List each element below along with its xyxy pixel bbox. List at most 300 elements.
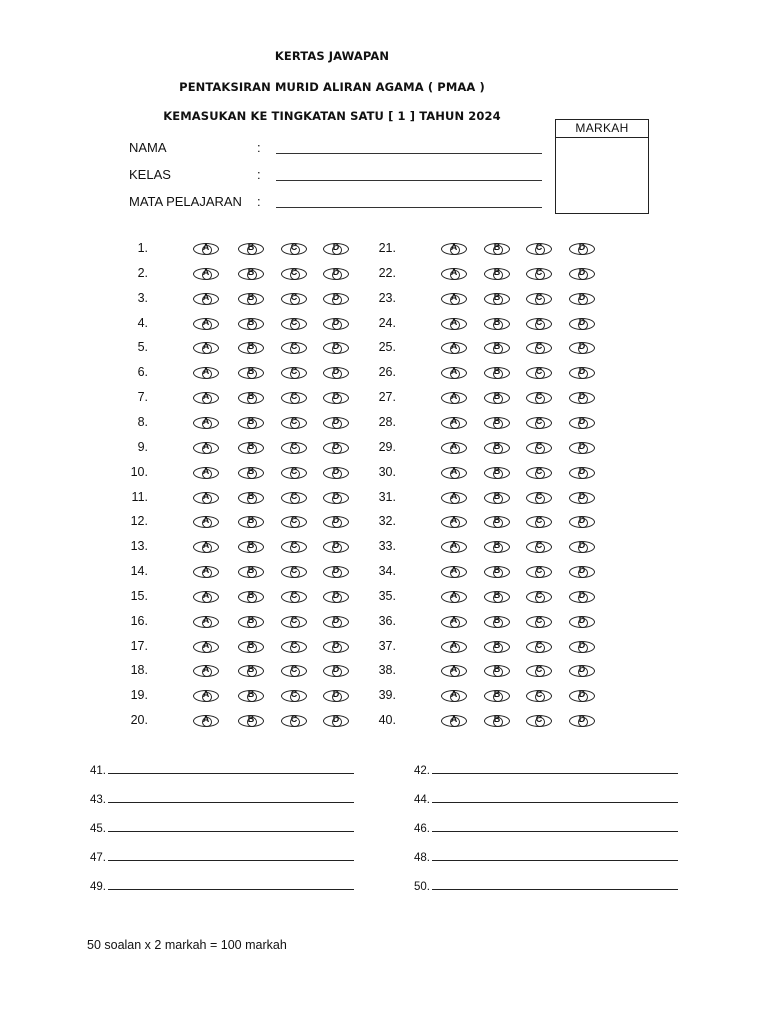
option-bubble-b[interactable]	[484, 665, 510, 677]
short-answer-number: 49.	[90, 881, 106, 893]
option-letter: D	[332, 664, 340, 675]
short-answer-row[interactable]	[414, 879, 678, 893]
option-bubble-b[interactable]	[238, 442, 264, 454]
option-letter: A	[450, 341, 458, 352]
option-bubble-d[interactable]	[323, 367, 349, 379]
option-bubble-c[interactable]	[526, 342, 552, 354]
sheet-subtitle: PENTAKSIRAN MURID ALIRAN AGAMA ( PMAA )	[179, 80, 485, 94]
option-bubble-a[interactable]	[193, 442, 219, 454]
option-letter: D	[578, 689, 586, 700]
option-bubble-d[interactable]	[323, 442, 349, 454]
option-bubble-b[interactable]	[238, 467, 264, 479]
option-bubble-a[interactable]	[441, 442, 467, 454]
question-number: 36.	[378, 613, 396, 628]
option-bubble-a[interactable]	[193, 467, 219, 479]
option-letter: B	[493, 440, 501, 451]
option-bubble-c[interactable]	[526, 591, 552, 603]
option-letter: B	[493, 266, 501, 277]
option-bubble-c[interactable]	[281, 417, 307, 429]
option-letter: B	[493, 664, 501, 675]
option-letter: D	[578, 440, 586, 451]
option-bubble-c[interactable]	[281, 467, 307, 479]
option-letter: C	[535, 714, 543, 725]
option-letter: A	[202, 440, 210, 451]
option-letter: D	[332, 589, 340, 600]
option-bubble-a[interactable]	[441, 516, 467, 528]
option-bubble-b[interactable]	[484, 641, 510, 653]
short-answer-number: 50.	[414, 881, 430, 893]
option-bubble-b[interactable]	[484, 342, 510, 354]
field-line[interactable]	[276, 207, 542, 208]
option-bubble-c[interactable]	[526, 318, 552, 330]
short-answer-row[interactable]	[90, 763, 354, 777]
question-number: 16.	[130, 613, 148, 628]
option-bubble-c[interactable]	[281, 591, 307, 603]
option-letter: B	[493, 639, 501, 650]
option-letter: B	[247, 415, 255, 426]
option-bubble-b[interactable]	[484, 566, 510, 578]
option-bubble-b[interactable]	[238, 293, 264, 305]
option-bubble-b[interactable]	[238, 566, 264, 578]
question-number: 6.	[137, 365, 148, 380]
option-letter: A	[202, 565, 210, 576]
option-bubble-d[interactable]	[569, 591, 595, 603]
option-bubble-b[interactable]	[238, 591, 264, 603]
answer-line[interactable]	[432, 763, 678, 774]
option-letter: A	[202, 291, 210, 302]
option-letter: C	[535, 366, 543, 377]
option-bubble-a[interactable]	[193, 516, 219, 528]
option-bubble-a[interactable]	[193, 541, 219, 553]
option-bubble-d[interactable]	[323, 243, 349, 255]
short-answer-row[interactable]	[90, 821, 354, 835]
option-letter: C	[290, 689, 298, 700]
option-bubble-b[interactable]	[238, 243, 264, 255]
option-letter: A	[450, 664, 458, 675]
option-letter: D	[332, 540, 340, 551]
question-number: 8.	[137, 414, 148, 429]
option-bubble-a[interactable]	[193, 591, 219, 603]
option-letter: A	[202, 366, 210, 377]
option-bubble-a[interactable]	[193, 715, 219, 727]
option-bubble-b[interactable]	[484, 492, 510, 504]
option-bubble-c[interactable]	[526, 243, 552, 255]
answer-line[interactable]	[432, 792, 678, 803]
option-letter: D	[578, 664, 586, 675]
question-number: 30.	[378, 464, 396, 479]
option-bubble-b[interactable]	[484, 442, 510, 454]
option-letter: C	[290, 465, 298, 476]
option-bubble-c[interactable]	[281, 566, 307, 578]
option-bubble-d[interactable]	[569, 467, 595, 479]
question-number: 21.	[378, 241, 396, 255]
option-letter: C	[535, 440, 543, 451]
option-letter: C	[290, 266, 298, 277]
question-number: 7.	[137, 390, 148, 405]
field-line[interactable]	[276, 153, 542, 154]
option-bubble-b[interactable]	[484, 417, 510, 429]
option-bubble-a[interactable]	[193, 243, 219, 255]
option-bubble-c[interactable]	[526, 690, 552, 702]
option-bubble-a[interactable]	[193, 665, 219, 677]
option-bubble-a[interactable]	[441, 541, 467, 553]
option-letter: A	[202, 341, 210, 352]
option-letter: C	[290, 291, 298, 302]
option-bubble-c[interactable]	[281, 268, 307, 280]
option-bubble-c[interactable]	[281, 641, 307, 653]
option-bubble-b[interactable]	[238, 516, 264, 528]
option-bubble-d[interactable]	[323, 268, 349, 280]
short-answer-number: 44.	[414, 794, 430, 806]
option-bubble-a[interactable]	[193, 417, 219, 429]
question-number: 9.	[137, 439, 148, 454]
question-number: 29.	[378, 439, 396, 454]
option-bubble-c[interactable]	[281, 616, 307, 628]
option-bubble-d[interactable]	[569, 268, 595, 280]
short-answer-row[interactable]	[90, 792, 354, 806]
option-bubble-d[interactable]	[569, 541, 595, 553]
option-bubble-d[interactable]	[323, 690, 349, 702]
option-bubble-d[interactable]	[569, 243, 595, 255]
option-bubble-c[interactable]	[281, 715, 307, 727]
sheet-intake-line: KEMASUKAN KE TINGKATAN SATU [ 1 ] TAHUN 2024	[163, 109, 501, 123]
option-bubble-c[interactable]	[526, 367, 552, 379]
option-bubble-d[interactable]	[569, 516, 595, 528]
option-bubble-c[interactable]	[281, 492, 307, 504]
option-bubble-a[interactable]	[441, 492, 467, 504]
option-letter: A	[202, 316, 210, 327]
option-bubble-c[interactable]	[526, 442, 552, 454]
option-bubble-d[interactable]	[323, 665, 349, 677]
option-letter: A	[202, 689, 210, 700]
option-bubble-c[interactable]	[281, 342, 307, 354]
option-bubble-b[interactable]	[484, 318, 510, 330]
short-answer-number: 45.	[90, 823, 106, 835]
option-bubble-d[interactable]	[323, 392, 349, 404]
question-number: 37.	[378, 638, 396, 653]
option-bubble-d[interactable]	[323, 467, 349, 479]
option-letter: B	[247, 366, 255, 377]
option-bubble-b[interactable]	[238, 417, 264, 429]
option-bubble-b[interactable]	[238, 268, 264, 280]
option-bubble-a[interactable]	[193, 690, 219, 702]
option-letter: C	[535, 291, 543, 302]
option-letter: A	[450, 440, 458, 451]
option-bubble-c[interactable]	[526, 492, 552, 504]
option-letter: D	[332, 242, 340, 252]
option-bubble-a[interactable]	[193, 392, 219, 404]
option-letter: D	[578, 391, 586, 402]
option-bubble-c[interactable]	[526, 417, 552, 429]
option-letter: A	[202, 266, 210, 277]
question-number: 2.	[137, 265, 148, 280]
answer-line[interactable]	[432, 879, 678, 890]
option-letter: A	[450, 391, 458, 402]
option-bubble-c[interactable]	[526, 392, 552, 404]
option-letter: D	[332, 465, 340, 476]
option-bubble-d[interactable]	[323, 492, 349, 504]
question-number: 11.	[131, 489, 148, 504]
question-number: 17.	[130, 638, 148, 653]
option-bubble-c[interactable]	[281, 541, 307, 553]
option-bubble-c[interactable]	[526, 715, 552, 727]
option-bubble-d[interactable]	[569, 293, 595, 305]
option-bubble-a[interactable]	[441, 616, 467, 628]
short-answer-number: 42.	[414, 765, 430, 777]
option-bubble-a[interactable]	[441, 392, 467, 404]
option-bubble-a[interactable]	[441, 367, 467, 379]
option-letter: C	[290, 639, 298, 650]
answer-line[interactable]	[108, 879, 354, 890]
option-letter: A	[450, 614, 458, 625]
option-bubble-c[interactable]	[281, 665, 307, 677]
option-bubble-b[interactable]	[484, 516, 510, 528]
option-bubble-c[interactable]	[281, 367, 307, 379]
option-bubble-d[interactable]	[323, 318, 349, 330]
option-letter: B	[493, 540, 501, 551]
option-letter: C	[290, 565, 298, 576]
option-bubble-c[interactable]	[526, 293, 552, 305]
option-bubble-a[interactable]	[193, 367, 219, 379]
option-bubble-c[interactable]	[281, 293, 307, 305]
option-bubble-c[interactable]	[526, 665, 552, 677]
option-bubble-a[interactable]	[441, 342, 467, 354]
option-bubble-b[interactable]	[484, 268, 510, 280]
option-bubble-d[interactable]	[569, 442, 595, 454]
option-bubble-b[interactable]	[238, 392, 264, 404]
option-letter: D	[332, 391, 340, 402]
option-bubble-d[interactable]	[323, 616, 349, 628]
option-bubble-a[interactable]	[193, 293, 219, 305]
option-letter: C	[290, 614, 298, 625]
option-bubble-d[interactable]	[323, 293, 349, 305]
option-bubble-c[interactable]	[281, 318, 307, 330]
option-bubble-a[interactable]	[193, 342, 219, 354]
short-answer-number: 41.	[90, 765, 106, 777]
option-letter: B	[247, 589, 255, 600]
option-bubble-d[interactable]	[323, 566, 349, 578]
option-letter: A	[202, 515, 210, 526]
option-letter: C	[535, 639, 543, 650]
option-letter: B	[493, 515, 501, 526]
option-bubble-b[interactable]	[484, 367, 510, 379]
option-letter: D	[332, 565, 340, 576]
question-number: 25.	[378, 340, 396, 355]
option-bubble-a[interactable]	[441, 467, 467, 479]
option-letter: B	[493, 341, 501, 352]
option-bubble-b[interactable]	[238, 318, 264, 330]
option-bubble-c[interactable]	[526, 467, 552, 479]
question-number: 12.	[130, 514, 148, 529]
option-bubble-a[interactable]	[441, 641, 467, 653]
option-bubble-d[interactable]	[323, 641, 349, 653]
option-bubble-a[interactable]	[441, 417, 467, 429]
option-bubble-b[interactable]	[238, 665, 264, 677]
option-letter: B	[247, 515, 255, 526]
question-number: 40.	[378, 713, 396, 728]
option-letter: B	[493, 614, 501, 625]
option-bubble-c[interactable]	[526, 616, 552, 628]
option-bubble-a[interactable]	[193, 566, 219, 578]
option-bubble-a[interactable]	[441, 243, 467, 255]
option-letter: B	[493, 316, 501, 327]
option-letter: D	[578, 490, 586, 501]
option-bubble-c[interactable]	[526, 516, 552, 528]
option-bubble-b[interactable]	[484, 467, 510, 479]
option-bubble-b[interactable]	[238, 492, 264, 504]
option-bubble-d[interactable]	[569, 492, 595, 504]
short-answer-row[interactable]	[90, 850, 354, 864]
option-letter: B	[247, 391, 255, 402]
option-bubble-b[interactable]	[484, 616, 510, 628]
option-letter: D	[332, 415, 340, 426]
option-bubble-d[interactable]	[569, 367, 595, 379]
option-letter: D	[332, 316, 340, 327]
field-line[interactable]	[276, 180, 542, 181]
option-bubble-c[interactable]	[526, 268, 552, 280]
option-bubble-a[interactable]	[193, 492, 219, 504]
option-letter: B	[493, 465, 501, 476]
option-bubble-a[interactable]	[441, 268, 467, 280]
option-bubble-d[interactable]	[569, 318, 595, 330]
field-colon: :	[257, 194, 261, 209]
option-letter: D	[578, 465, 586, 476]
option-bubble-b[interactable]	[484, 591, 510, 603]
option-letter: C	[290, 664, 298, 675]
option-letter: A	[202, 540, 210, 551]
short-answer-row[interactable]	[414, 850, 678, 864]
question-number: 13.	[130, 539, 148, 554]
option-letter: D	[578, 589, 586, 600]
option-bubble-b[interactable]	[238, 367, 264, 379]
option-bubble-b[interactable]	[238, 342, 264, 354]
option-bubble-d[interactable]	[569, 665, 595, 677]
option-bubble-a[interactable]	[441, 318, 467, 330]
option-bubble-b[interactable]	[484, 541, 510, 553]
option-bubble-a[interactable]	[441, 566, 467, 578]
option-bubble-c[interactable]	[281, 392, 307, 404]
option-letter: A	[450, 639, 458, 650]
question-number: 34.	[378, 564, 396, 579]
option-letter: B	[247, 266, 255, 277]
option-letter: D	[578, 415, 586, 426]
option-bubble-c[interactable]	[281, 516, 307, 528]
question-number: 26.	[378, 365, 396, 380]
option-bubble-b[interactable]	[238, 641, 264, 653]
option-bubble-a[interactable]	[441, 293, 467, 305]
short-answer-number: 43.	[90, 794, 106, 806]
option-bubble-d[interactable]	[569, 715, 595, 727]
option-bubble-a[interactable]	[441, 690, 467, 702]
option-letter: A	[450, 515, 458, 526]
option-bubble-b[interactable]	[238, 616, 264, 628]
option-letter: A	[202, 639, 210, 650]
option-bubble-d[interactable]	[323, 591, 349, 603]
option-bubble-b[interactable]	[238, 715, 264, 727]
option-bubble-c[interactable]	[281, 690, 307, 702]
option-letter: A	[450, 316, 458, 327]
option-bubble-d[interactable]	[323, 541, 349, 553]
short-answer-row[interactable]	[90, 879, 354, 893]
option-bubble-d[interactable]	[323, 342, 349, 354]
option-bubble-b[interactable]	[238, 690, 264, 702]
option-bubble-c[interactable]	[526, 566, 552, 578]
question-number: 18.	[130, 663, 148, 678]
answer-line[interactable]	[432, 821, 678, 832]
answer-line[interactable]	[108, 763, 354, 774]
option-letter: C	[535, 515, 543, 526]
option-bubble-d[interactable]	[323, 715, 349, 727]
option-bubble-b[interactable]	[238, 541, 264, 553]
option-letter: C	[535, 540, 543, 551]
option-letter: C	[290, 341, 298, 352]
option-letter: D	[332, 490, 340, 501]
option-bubble-b[interactable]	[484, 293, 510, 305]
option-bubble-a[interactable]	[441, 591, 467, 603]
option-bubble-d[interactable]	[569, 342, 595, 354]
short-answer-row[interactable]	[414, 821, 678, 835]
option-bubble-c[interactable]	[526, 541, 552, 553]
option-letter: A	[450, 689, 458, 700]
option-letter: D	[332, 714, 340, 725]
option-letter: B	[493, 490, 501, 501]
question-number: 23.	[378, 290, 396, 305]
answer-line[interactable]	[108, 821, 354, 832]
short-answer-row[interactable]	[414, 763, 678, 777]
field-label: MATA PELAJARAN	[129, 194, 242, 209]
option-bubble-d[interactable]	[569, 566, 595, 578]
option-bubble-a[interactable]	[441, 665, 467, 677]
option-bubble-a[interactable]	[441, 715, 467, 727]
option-bubble-d[interactable]	[323, 417, 349, 429]
option-bubble-c[interactable]	[526, 641, 552, 653]
question-number: 27.	[378, 390, 396, 405]
option-bubble-a[interactable]	[193, 318, 219, 330]
option-bubble-d[interactable]	[569, 690, 595, 702]
markah-box	[555, 119, 649, 214]
option-bubble-b[interactable]	[484, 715, 510, 727]
answer-line[interactable]	[108, 850, 354, 861]
option-bubble-c[interactable]	[281, 243, 307, 255]
option-bubble-a[interactable]	[193, 616, 219, 628]
answer-line[interactable]	[108, 792, 354, 803]
option-bubble-c[interactable]	[281, 442, 307, 454]
option-bubble-b[interactable]	[484, 392, 510, 404]
option-letter: B	[247, 689, 255, 700]
option-letter: B	[493, 415, 501, 426]
option-bubble-b[interactable]	[484, 243, 510, 255]
option-letter: D	[578, 266, 586, 277]
option-letter: D	[332, 515, 340, 526]
option-bubble-a[interactable]	[193, 268, 219, 280]
option-letter: D	[578, 565, 586, 576]
option-letter: B	[247, 614, 255, 625]
short-answer-number: 48.	[414, 852, 430, 864]
answer-line[interactable]	[432, 850, 678, 861]
option-bubble-d[interactable]	[569, 417, 595, 429]
option-bubble-d[interactable]	[569, 616, 595, 628]
short-answer-row[interactable]	[414, 792, 678, 806]
option-letter: B	[247, 341, 255, 352]
option-bubble-d[interactable]	[323, 516, 349, 528]
option-letter: C	[535, 341, 543, 352]
option-bubble-d[interactable]	[569, 641, 595, 653]
option-bubble-b[interactable]	[484, 690, 510, 702]
option-letter: B	[247, 714, 255, 725]
option-bubble-d[interactable]	[569, 392, 595, 404]
option-bubble-a[interactable]	[193, 641, 219, 653]
sheet-title: KERTAS JAWAPAN	[274, 49, 390, 63]
